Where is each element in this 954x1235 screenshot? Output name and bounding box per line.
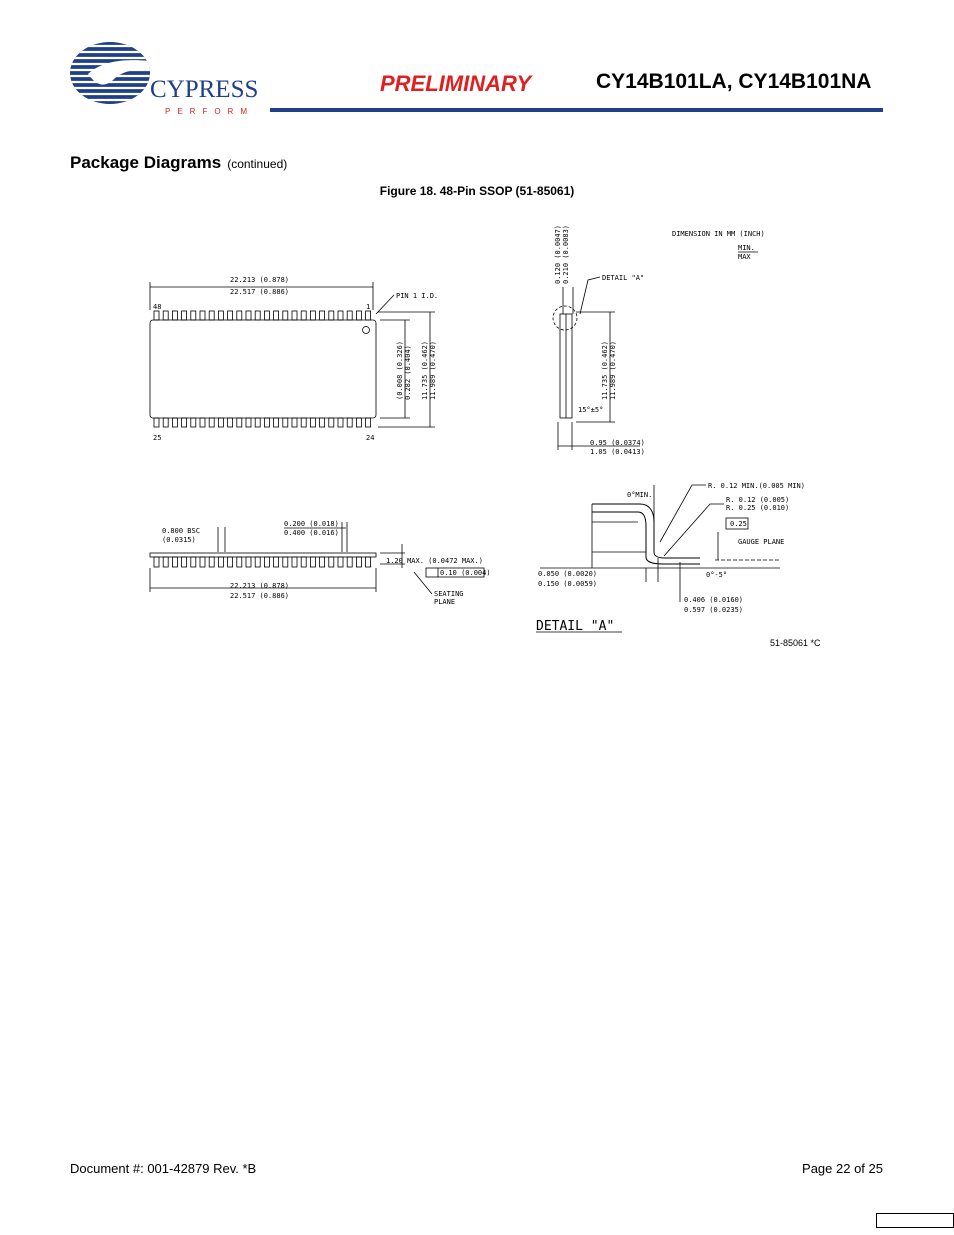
body-width-2: 0.282 (0.404) [404,345,412,400]
lead-upper [329,311,334,320]
lead-front [255,557,260,567]
body-thickness-2: 1.05 (0.0413) [590,448,645,456]
min-angle: 0°MIN. [627,491,653,499]
detail-a-view [536,482,805,634]
standoff-1: 0.050 (0.0020) [538,570,598,578]
logo-tagline: PERFORM [165,107,254,116]
logo-globe-icon [68,40,158,110]
lead-front [191,557,196,567]
lead-front [310,557,315,567]
body-thickness-1: 0.95 (0.0374) [590,439,645,447]
lead-front [329,557,334,567]
body-width-1: (0.008 (0.326) [396,340,404,400]
lead-front [172,557,177,567]
lead-front [301,557,306,567]
logo-wordmark: CYPRESS [150,76,258,103]
lead-front [356,557,361,567]
section-title [70,153,287,173]
lead-front [274,557,279,567]
top-pins-lower [154,418,371,427]
lead-front [209,557,214,567]
dimension-min: MIN. [738,244,755,252]
lead-lower [366,418,371,427]
detail-a-ref: DETAIL "A" [602,274,645,282]
lead-lower [320,418,325,427]
lead-lower [264,418,269,427]
lead-lower [356,418,361,427]
lead-upper [200,311,205,320]
lead-front [338,557,343,567]
front-length-max: 22.517 (0.886) [230,592,290,600]
lead-upper [301,311,306,320]
foot-length-2: 0.597 (0.0235) [684,606,744,614]
lead-upper [255,311,260,320]
pitch-2: (0.0315) [162,536,196,544]
header-rule [270,108,883,112]
lead-front [218,557,223,567]
foot-angle: 0°-5° [706,571,728,579]
dimension-max: MAX [738,253,751,261]
lead-upper [283,311,288,320]
front-pins [154,557,371,567]
lead-lower [163,418,168,427]
coplanarity: 0.10 (0.004) [440,569,491,577]
footer-document-number: Document #: 001-42879 Rev. *B [70,1161,257,1176]
lead-front [366,557,371,567]
lead-angle: 15°±5° [578,406,604,414]
lead-upper [209,311,214,320]
section-continued: (continued) [227,157,288,171]
gauge-plane: GAUGE PLANE [738,538,785,546]
lead-thickness-1: 0.120 (0.0047) [554,224,562,284]
lead-lower [200,418,205,427]
lead-upper [182,311,187,320]
lead-front [347,557,352,567]
lead-lower [292,418,297,427]
lead-upper [246,311,251,320]
lead-lower [209,418,214,427]
pin-25-label: 25 [153,434,162,442]
front-length-min: 22.213 (0.878) [230,582,290,590]
part-numbers: CY14B101LA, CY14B101NA [596,70,872,93]
lead-lower [338,418,343,427]
top-length-min: 22.213 (0.878) [230,276,290,284]
lead-lower [237,418,242,427]
pin-1-label: 1 [366,303,371,311]
lead-upper [228,311,233,320]
standoff-2: 0.150 (0.0059) [538,580,598,588]
lead-lower [283,418,288,427]
lead-lower [246,418,251,427]
seating-label: SEATING [434,590,464,598]
pitch-1: 0.800 BSC [162,527,200,535]
total-width-2: 11.989 (0.470) [429,340,437,400]
top-pins-upper [154,311,371,320]
lead-front [182,557,187,567]
dimension-note: DIMENSION IN MM (INCH) [672,230,765,238]
lead-front [154,557,159,567]
side-view [553,225,765,456]
plane-label: PLANE [434,598,456,606]
lead-upper [292,311,297,320]
section-title-text: Package Diagrams [70,153,222,172]
lead-front [246,557,251,567]
lead-lower [182,418,187,427]
lead-upper [218,311,223,320]
front-view [150,520,491,606]
preliminary-label: PRELIMINARY [380,71,532,96]
foot-length-1: 0.406 (0.0160) [684,596,744,604]
pin-48-label: 48 [153,303,162,311]
lead-lower [347,418,352,427]
lead-upper [237,311,242,320]
gauge-value: 0.25 [730,520,747,528]
lead-upper [172,311,177,320]
lead-front [200,557,205,567]
lead-front [320,557,325,567]
lead-upper [264,311,269,320]
lead-lower [228,418,233,427]
cypress-logo [68,40,258,120]
lead-front [237,557,242,567]
lead-upper [356,311,361,320]
lead-width-2: 0.400 (0.016) [284,529,339,537]
package-drawing [140,222,820,642]
detail-a-title: DETAIL "A" [536,619,615,634]
lead-lower [301,418,306,427]
height-max: 1.20 MAX. (0.0472 MAX.) [386,557,483,565]
lead-lower [310,418,315,427]
total-width-1: 11.735 (0.462) [421,340,429,400]
lead-lower [154,418,159,427]
lead-upper [154,311,159,320]
side-width-1: 11.735 (0.462) [601,340,609,400]
lead-upper [320,311,325,320]
radius-min: R. 0.12 MIN.(0.005 MIN) [708,482,805,490]
lead-thickness-2: 0.210 (0.0083) [562,224,570,284]
lead-front [283,557,288,567]
corner-box [876,1213,954,1228]
drawing-reference: 51-85061 *C [770,638,821,648]
lead-lower [255,418,260,427]
lead-upper [310,311,315,320]
figure-caption: Figure 18. 48-Pin SSOP (51-85061) [379,184,575,198]
lead-upper [338,311,343,320]
radius-2: R. 0.25 (0.010) [726,504,790,512]
radius-1: R. 0.12 (0.005) [726,496,790,504]
footer-page-number: Page 22 of 25 [802,1161,883,1176]
lead-upper [163,311,168,320]
lead-width-1: 0.200 (0.018) [284,520,339,528]
top-length-max: 22.517 (0.886) [230,288,290,296]
lead-lower [274,418,279,427]
pin1-label: PIN 1 I.D. [396,292,439,300]
lead-front [163,557,168,567]
lead-upper [347,311,352,320]
lead-front [292,557,297,567]
pin-24-label: 24 [366,434,375,442]
lead-upper [191,311,196,320]
lead-lower [329,418,334,427]
lead-lower [218,418,223,427]
lead-front [264,557,269,567]
lead-lower [191,418,196,427]
lead-front [228,557,233,567]
lead-lower [172,418,177,427]
side-width-2: 11.989 (0.470) [609,340,617,400]
lead-upper [366,311,371,320]
lead-upper [274,311,279,320]
top-view [150,276,438,442]
